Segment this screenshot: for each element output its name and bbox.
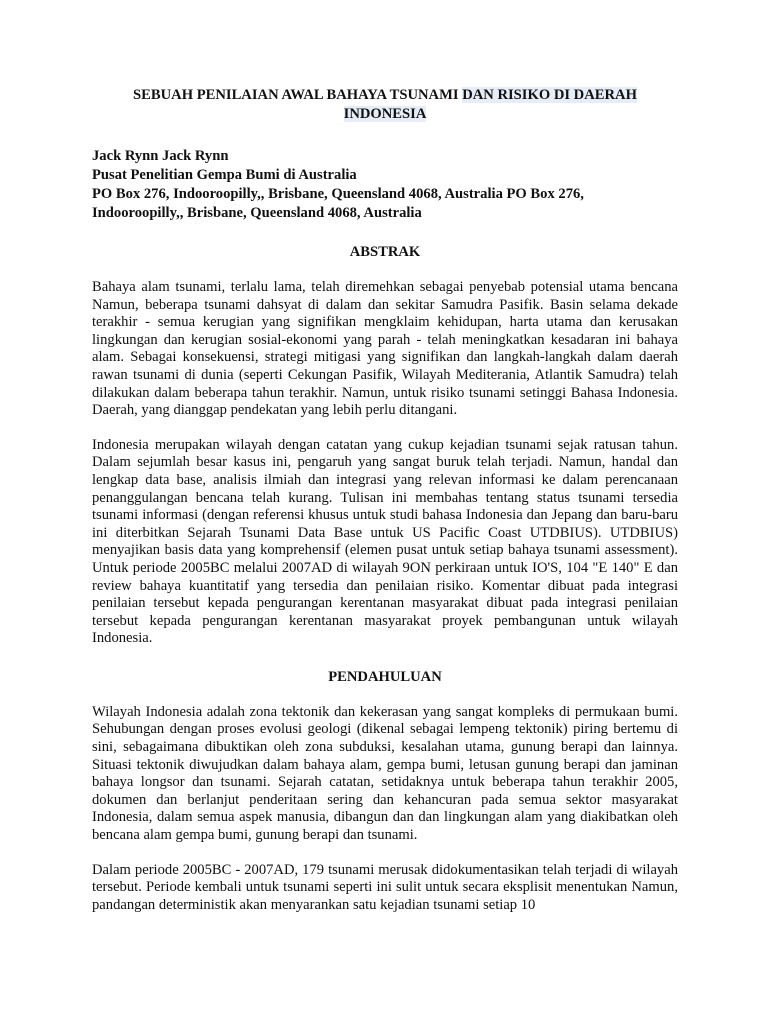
abstract-heading: ABSTRAK [349, 244, 421, 260]
author-address: PO Box 276, Indooroopilly,, Brisbane, Queensland 4068, Australia PO Box 276, Indooroopilly,, Brisbane, Queensland 4068, Australia [92, 186, 584, 221]
introduction-paragraph: Dalam periode 2005BC - 2007AD, 179 tsunami merusak didokumentasikan telah terjadi di wilayah tersebut. Periode kembali untuk tsunami seperti ini sulit untuk secara eksplisit menentukan Namun, pandangan deterministik akan menyarankan satu kejadian tsunami setiap 10 [92, 861, 678, 913]
abstract-paragraph: Indonesia merupakan wilayah dengan catatan yang cukup kejadian tsunami sejak ratusan tahun. Dalam sejumlah besar kasus ini, pengaruh yang sangat buruk telah terjadi. Namun, handal dan lengkap data base, analisis ilmiah dan integrasi yang relevan informasi ke dalam perencanaan penanggulangan bencana telah kurang. Tulisan ini membahas tentang status tsunami tersedia tsunami informasi (dengan referensi khusus untuk studi bahasa Indonesia dan Jepang dan baru-baru ini diterbitkan Sejarah Tsunami Data Base untuk US Pacific Coast UTDBIUS). UTDBIUS) menyajikan basis data yang komprehensif (elemen pusat untuk setiap bahaya tsunami assessment). Untuk periode 2005BC melalui 2007AD di wilayah 9ON perkiraan untuk IO'S, 104 "E 140" E dan review bahaya kuantitatif yang tersedia dan penilaian risiko. Komentar dibuat pada integrasi penilaian tersebut kepada pengurangan kerentanan masyarakat dibuat pada integrasi penilaian tersebut kepada pengurangan kerentanan masyarakat proyek pembangunan untuk wilayah Indonesia. [92, 436, 678, 647]
paper-title-highlighted: DAN RISIKO DI DAERAH INDONESIA [343, 87, 637, 122]
abstract-paragraph: Bahaya alam tsunami, terlalu lama, telah diremehkan sebagai penyebab potensial utama bencana Namun, beberapa tsunami dahsyat di dalam dan sekitar Samudra Pasifik. Basin selama dekade terakhir - semua kerugian yang signifikan mengklaim kehidupan, harta utama dan kerusakan lingkungan dan kerugian sosial-ekonomi yang parah - telah meningkatkan kesadaran ini bahaya alam. Sebagai konsekuensi, strategi mitigasi yang signifikan dan langkah-langkah dalam daerah rawan tsunami di dunia (seperti Cekungan Pasifik, Wilayah Mediterania, Atlantik Samudra) telah dilakukan dalam beberapa tahun terakhir. Namun, untuk risiko tsunami setinggi Bahasa Indonesia. Daerah, yang dianggap pendekatan yang lebih perlu ditangani. [92, 279, 678, 419]
introduction-heading: PENDAHULUAN [328, 668, 442, 685]
paper-title [92, 86, 678, 124]
author-names: Jack Rynn Jack Rynn [92, 148, 229, 164]
introduction-paragraph: Wilayah Indonesia adalah zona tektonik dan kekerasan yang sangat kompleks di permukaan bumi. Sehubungan dengan proses evolusi geologi (dikenal sebagai lempeng tektonik) piring bertemu di sini, sebagaimana dibuktikan oleh zona subduksi, kesalahan utama, gunung berapi dan lainnya. Situasi tektonik diwujudkan dalam bahaya alam, gempa bumi, letusan gunung berapi dan jaminan bahaya longsor dan tsunami. Sejarah catatan, setidaknya untuk beberapa tahun terakhir 2005, dokumen dan berlanjut penderitaan sering dan kehancuran pada semua sektor masyarakat Indonesia, dalam semua aspek manusia, dibangun dan dan lingkungan alam yang diakibatkan oleh bencana alam gempa bumi, gunung berapi dan tsunami. [92, 703, 678, 844]
document-page [92, 86, 678, 931]
paper-title-part1: SEBUAH PENILAIAN AWAL BAHAYA TSUNAMI [133, 87, 463, 103]
author-institution: Pusat Penelitian Gempa Bumi di Australia [92, 167, 357, 183]
author-block [92, 147, 678, 223]
